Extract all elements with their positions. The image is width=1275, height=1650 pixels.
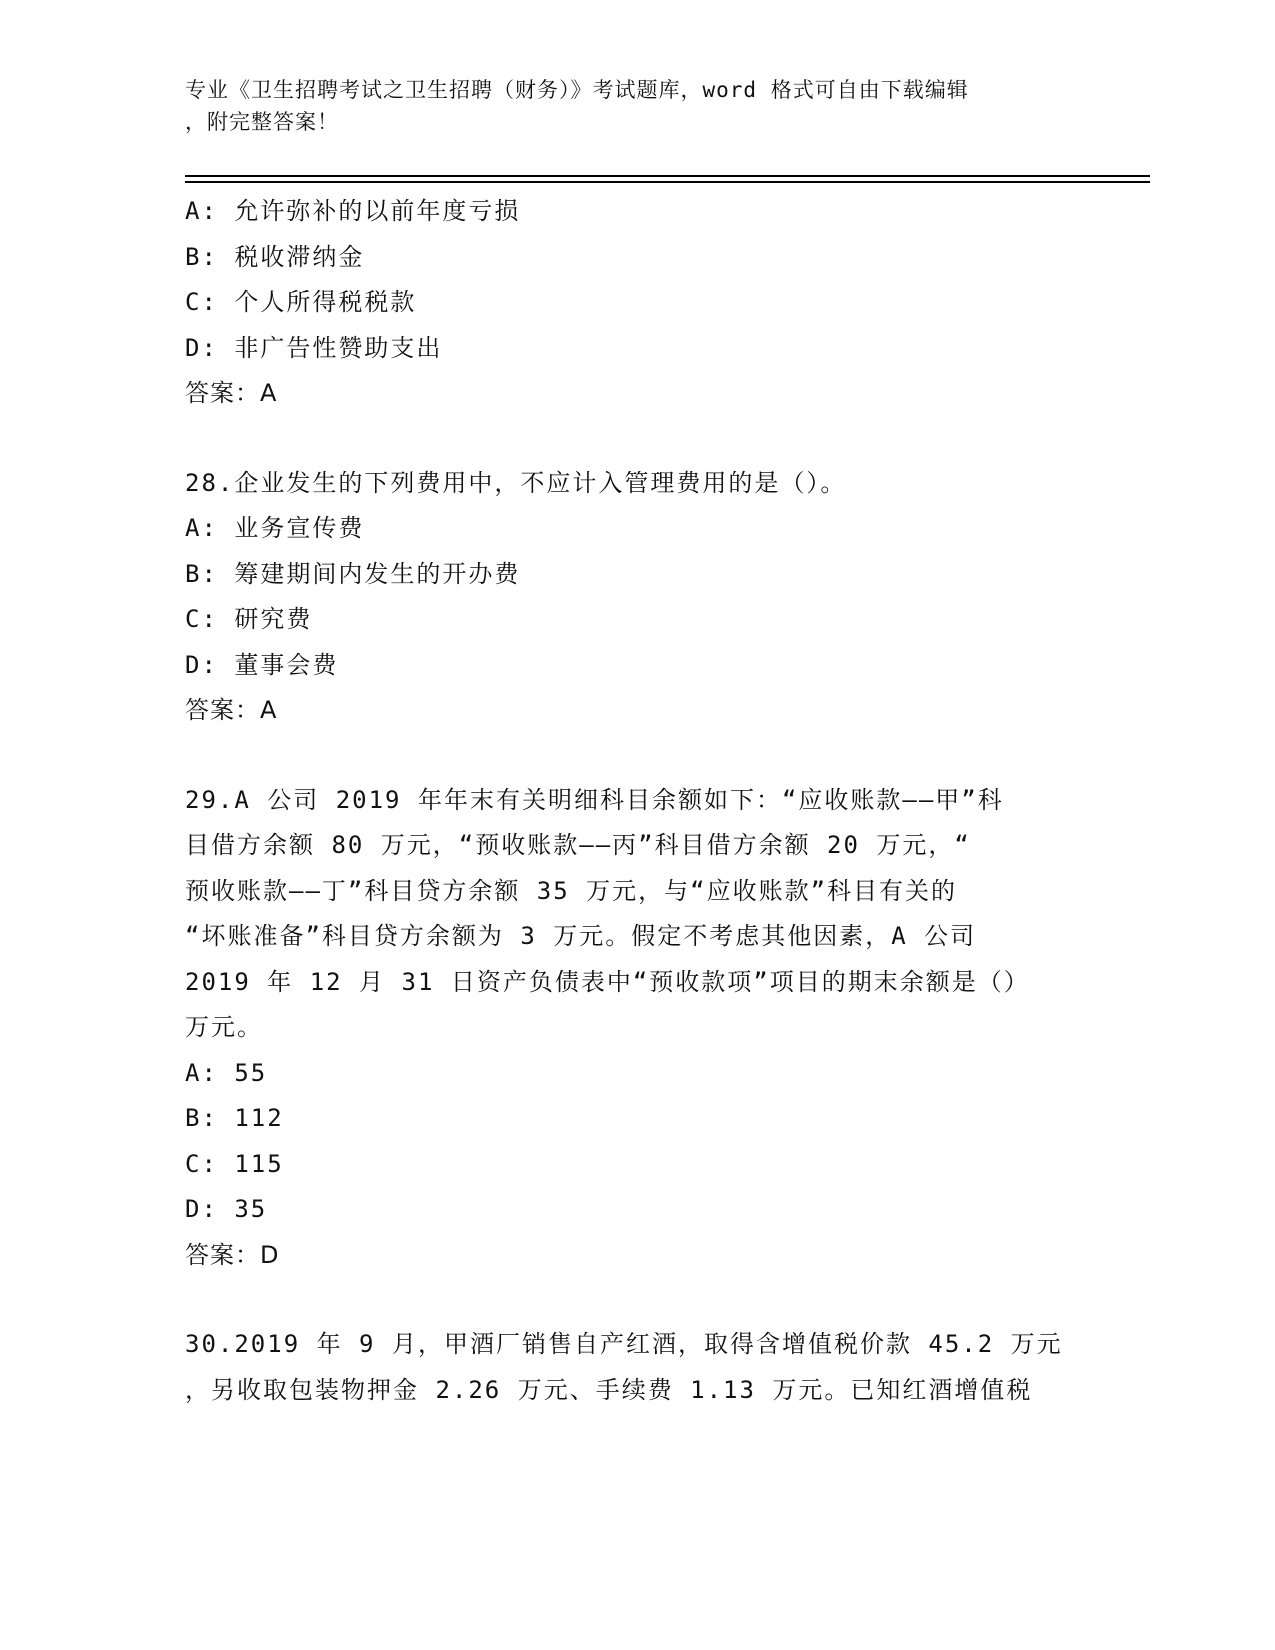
option-a: A: 55 — [185, 1058, 268, 1087]
option-c: C: 115 — [185, 1149, 284, 1178]
option-d: D: 董事会费 — [185, 650, 339, 679]
spacer — [185, 1278, 1085, 1322]
option-d: D: 非广告性赞助支出 — [185, 333, 443, 362]
option-d: D: 35 — [185, 1195, 268, 1223]
question-text-line: 预收账款——丁”科目贷方余额 35 万元，与“应收账款”科目有关的 — [185, 876, 958, 905]
option-c: C: 个人所得税税款 — [185, 288, 417, 316]
header-rule-bottom — [185, 181, 1150, 183]
header-line-1: 专业《卫生招聘考试之卫生招聘（财务）》考试题库，word 格式可自由下载编辑 — [185, 78, 969, 102]
question-text-line: 29.A 公司 2019 年年末有关明细科目余额如下：“应收账款——甲”科 — [185, 785, 1004, 814]
answer-line: 答案：A — [185, 379, 278, 407]
question-text-line: 2019 年 12 月 31 日资产负债表中“预收款项”项目的期末余额是（） — [185, 967, 1030, 996]
question-27 — [185, 189, 1085, 417]
question-30 — [185, 1322, 1085, 1413]
question-text-line: 万元。 — [185, 1013, 263, 1041]
question-text-line: ，另收取包装物押金 2.26 万元、手续费 1.13 万元。已知红酒增值税 — [185, 1375, 1033, 1404]
answer-line: 答案：D — [185, 1240, 280, 1269]
answer-line: 答案：A — [185, 696, 278, 724]
question-text: 28.企业发生的下列费用中，不应计入管理费用的是（）。 — [185, 468, 847, 497]
spacer — [185, 417, 1085, 461]
option-b: B: 112 — [185, 1104, 284, 1132]
question-text-line: “坏账准备”科目贷方余额为 3 万元。假定不考虑其他因素，A 公司 — [185, 922, 977, 950]
spacer — [185, 734, 1085, 778]
question-28 — [185, 461, 1085, 734]
option-a: A: 允许弥补的以前年度亏损 — [185, 197, 521, 225]
header-rule-top — [185, 175, 1150, 177]
option-b: B: 税收滞纳金 — [185, 242, 365, 271]
option-a: A: 业务宣传费 — [185, 514, 365, 542]
document-header — [185, 74, 1075, 138]
document-body — [185, 189, 1085, 1413]
question-text-line: 30.2019 年 9 月，甲酒厂销售自产红酒，取得含增值税价款 45.2 万元 — [185, 1330, 1063, 1358]
question-29 — [185, 778, 1085, 1279]
header-line-2: ，附完整答案！ — [185, 110, 339, 134]
option-b: B: 筹建期间内发生的开办费 — [185, 559, 521, 588]
option-c: C: 研究费 — [185, 605, 313, 633]
question-text-line: 目借方余额 80 万元，“预收账款——丙”科目借方余额 20 万元，“ — [185, 831, 971, 859]
